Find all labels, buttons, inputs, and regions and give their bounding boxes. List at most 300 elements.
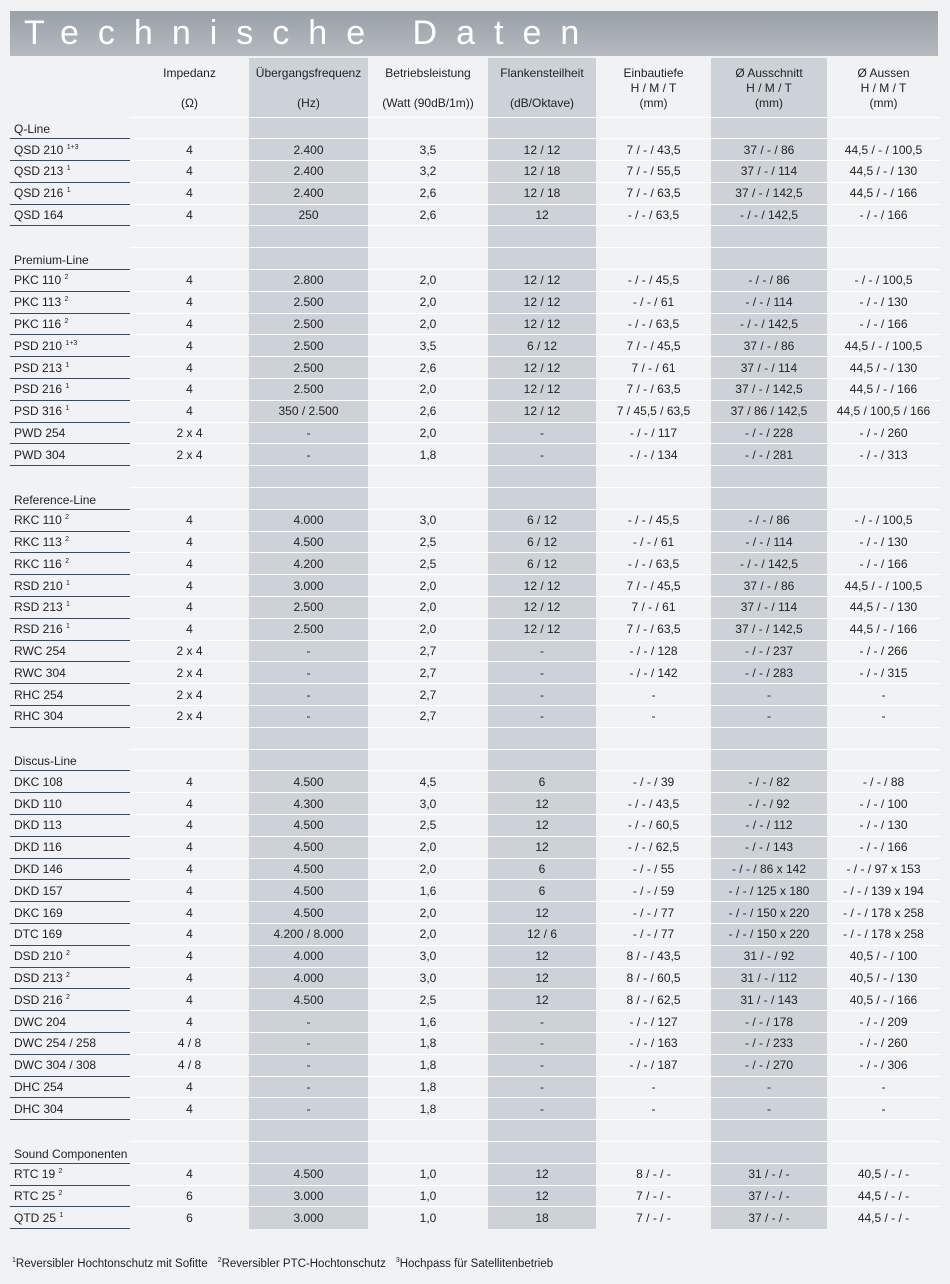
- table-cell: - / - / 77: [596, 923, 711, 945]
- table-cell: 2.500: [249, 597, 368, 619]
- table-cell: 37 / - / 114: [711, 597, 827, 619]
- table-cell: 37 / - / -: [711, 1185, 827, 1207]
- table-cell: 4.000: [249, 967, 368, 989]
- model-name: PWD 304: [14, 447, 66, 462]
- spacer-cell: [827, 226, 940, 248]
- column-header-label: Flankensteilheit: [500, 66, 584, 80]
- model-name: PKC 113: [14, 295, 62, 310]
- model-name-cell: [10, 1032, 130, 1054]
- table-cell: 31 / - / 143: [711, 989, 827, 1011]
- table-cell: 12 / 18: [488, 161, 596, 183]
- column-header: [10, 58, 130, 117]
- table-cell: 1,6: [368, 880, 488, 902]
- model-name-cell: [10, 335, 130, 357]
- model-name: DHC 254: [14, 1079, 64, 1094]
- table-row: [10, 575, 940, 597]
- section-header-cell: [827, 248, 940, 270]
- table-cell: -: [249, 1032, 368, 1054]
- model-name-cell: [10, 291, 130, 313]
- model-name: DKC 169: [14, 905, 63, 920]
- section-header-cell: [488, 488, 596, 510]
- table-cell: - / - / 43,5: [596, 793, 711, 815]
- section-header-cell: [368, 117, 488, 139]
- table-cell: - / - / 166: [827, 313, 940, 335]
- table-cell: 4.000: [249, 945, 368, 967]
- table-cell: -: [488, 640, 596, 662]
- table-cell: 2,0: [368, 923, 488, 945]
- footnote-marker: 1: [65, 405, 70, 413]
- model-name: PSD 316: [14, 404, 63, 419]
- model-name-cell: [10, 945, 130, 967]
- table-cell: 2,0: [368, 836, 488, 858]
- footnote-marker: 1+3: [66, 143, 79, 151]
- table-cell: 12 / 12: [488, 139, 596, 161]
- model-name: RTC 19: [14, 1167, 56, 1182]
- table-cell: 2,7: [368, 684, 488, 706]
- table-cell: 2.500: [249, 313, 368, 335]
- table-cell: 2,0: [368, 379, 488, 401]
- model-name: RHC 254: [14, 687, 64, 702]
- model-name: PSD 213: [14, 360, 63, 375]
- section-header-cell: [488, 117, 596, 139]
- title-bar: [10, 11, 938, 56]
- model-name: RSD 213: [14, 600, 63, 615]
- table-cell: 2,0: [368, 902, 488, 924]
- spacer-cell: [249, 226, 368, 248]
- table-cell: 12 / 18: [488, 182, 596, 204]
- table-cell: 1,8: [368, 1054, 488, 1076]
- table-cell: 12 / 6: [488, 923, 596, 945]
- table-row: [10, 531, 940, 553]
- table-row: [10, 815, 940, 837]
- column-header-unit: (dB/Oktave): [509, 96, 575, 110]
- table-cell: 40,5 / - / 166: [827, 989, 940, 1011]
- table-cell: 7 / - / 61: [596, 597, 711, 619]
- table-cell: -: [827, 1076, 940, 1098]
- spacer-cell: [10, 466, 130, 488]
- table-cell: 44,5 / - / -: [827, 1207, 940, 1229]
- table-cell: 4.300: [249, 793, 368, 815]
- table-cell: 7 / - / -: [596, 1185, 711, 1207]
- table-cell: - / - / 163: [596, 1032, 711, 1054]
- table-cell: 1,8: [368, 1076, 488, 1098]
- model-name: QSD 216: [14, 186, 64, 201]
- model-name-cell: [10, 204, 130, 226]
- table-cell: - / - / 112: [711, 815, 827, 837]
- table-row: [10, 379, 940, 401]
- table-cell: 2,0: [368, 618, 488, 640]
- table-row: [10, 357, 940, 379]
- table-cell: - / - / 142,5: [711, 313, 827, 335]
- table-cell: 37 / - / 86: [711, 335, 827, 357]
- table-cell: 12 / 12: [488, 357, 596, 379]
- model-name: DWC 304 / 308: [14, 1058, 97, 1073]
- table-cell: - / - / 128: [596, 640, 711, 662]
- section-header-row: [10, 117, 940, 139]
- footnote-marker: 2: [58, 1189, 63, 1197]
- table-cell: 4: [130, 793, 249, 815]
- table-cell: - / - / 178: [711, 1011, 827, 1033]
- table-cell: -: [488, 422, 596, 444]
- table-cell: 2,5: [368, 815, 488, 837]
- table-cell: - / - / 166: [827, 836, 940, 858]
- table-cell: 40,5 / - / -: [827, 1163, 940, 1185]
- table-cell: 6: [488, 771, 596, 793]
- table-cell: 40,5 / - / 100: [827, 945, 940, 967]
- model-name: DKD 146: [14, 861, 63, 876]
- table-cell: - / - / 61: [596, 531, 711, 553]
- table-cell: 4: [130, 531, 249, 553]
- table-cell: 2,0: [368, 858, 488, 880]
- table-row: [10, 771, 940, 793]
- section-header-cell: [711, 488, 827, 510]
- table-cell: -: [488, 706, 596, 728]
- table-cell: -: [249, 640, 368, 662]
- model-name-cell: [10, 313, 130, 335]
- table-cell: - / - / 266: [827, 640, 940, 662]
- spacer-cell: [249, 466, 368, 488]
- table-cell: -: [249, 1011, 368, 1033]
- table-cell: 12: [488, 836, 596, 858]
- table-cell: 44,5 / - / 130: [827, 357, 940, 379]
- model-name: DKD 157: [14, 883, 63, 898]
- table-cell: - / - / 127: [596, 1011, 711, 1033]
- section-header-cell: [130, 117, 249, 139]
- table-cell: 37 / - / 114: [711, 161, 827, 183]
- column-header-unit: (mm): [755, 96, 783, 110]
- table-cell: -: [249, 1098, 368, 1120]
- table-cell: - / - / 45,5: [596, 270, 711, 292]
- table-cell: 2.500: [249, 618, 368, 640]
- spacer-cell: [130, 226, 249, 248]
- table-cell: 8 / - / 43,5: [596, 945, 711, 967]
- table-cell: 6 / 12: [488, 553, 596, 575]
- table-cell: 2.500: [249, 357, 368, 379]
- model-name: PWD 254: [14, 426, 66, 441]
- table-cell: - / - / 187: [596, 1054, 711, 1076]
- table-cell: 4,5: [368, 771, 488, 793]
- model-name: DSD 213: [14, 970, 63, 985]
- table-cell: 44,5 / - / 130: [827, 161, 940, 183]
- table-row: [10, 313, 940, 335]
- table-cell: 4: [130, 400, 249, 422]
- table-cell: - / - / 130: [827, 291, 940, 313]
- spacer-cell: [488, 727, 596, 749]
- model-name-cell: [10, 1163, 130, 1185]
- table-cell: 2,5: [368, 989, 488, 1011]
- section-header-cell: [827, 488, 940, 510]
- model-name-cell: [10, 270, 130, 292]
- table-cell: 4: [130, 291, 249, 313]
- table-cell: 7 / - / -: [596, 1207, 711, 1229]
- model-name-cell: [10, 1076, 130, 1098]
- footnote-text: Reversibler Hochtonschutz mit Sofitte: [15, 1258, 208, 1270]
- footnote-text: Hochpass für Satellitenbetrieb: [399, 1258, 554, 1270]
- table-cell: 12: [488, 815, 596, 837]
- table-cell: -: [596, 1076, 711, 1098]
- table-cell: 7 / - / 45,5: [596, 335, 711, 357]
- model-name: QSD 164: [14, 208, 64, 223]
- spacer-cell: [596, 226, 711, 248]
- table-row: [10, 291, 940, 313]
- table-cell: 37 / 86 / 142,5: [711, 400, 827, 422]
- footnote-marker: 1+3: [65, 339, 78, 347]
- model-name-cell: [10, 967, 130, 989]
- table-cell: 44,5 / - / 100,5: [827, 139, 940, 161]
- table-cell: -: [827, 684, 940, 706]
- table-cell: 3,0: [368, 793, 488, 815]
- column-header-unit: (mm): [869, 96, 898, 110]
- spacer-cell: [130, 1120, 249, 1142]
- table-cell: - / - / 209: [827, 1011, 940, 1033]
- table-cell: - / - / 130: [827, 815, 940, 837]
- section-header-cell: [488, 248, 596, 270]
- table-cell: 12 / 12: [488, 400, 596, 422]
- table-cell: - / - / 306: [827, 1054, 940, 1076]
- table-cell: - / - / 100,5: [827, 270, 940, 292]
- model-name: DWC 254 / 258: [14, 1036, 97, 1051]
- section-header-cell: [827, 749, 940, 771]
- table-row: [10, 1163, 940, 1185]
- model-name-cell: [10, 379, 130, 401]
- table-cell: -: [711, 1098, 827, 1120]
- table-cell: 1,8: [368, 444, 488, 466]
- table-cell: 4: [130, 313, 249, 335]
- model-name-cell: [10, 509, 130, 531]
- table-cell: 4: [130, 858, 249, 880]
- table-cell: 7 / - / 63,5: [596, 182, 711, 204]
- table-cell: 2.500: [249, 291, 368, 313]
- column-header-unit: (Ω): [181, 96, 198, 110]
- model-name-cell: [10, 357, 130, 379]
- model-name: RWC 254: [14, 644, 66, 659]
- table-cell: 44,5 / - / 166: [827, 182, 940, 204]
- table-cell: - / - / 114: [711, 291, 827, 313]
- table-row: [10, 1185, 940, 1207]
- section-title: Reference-Line: [10, 488, 130, 510]
- table-cell: 31 / - / 92: [711, 945, 827, 967]
- table-cell: 4: [130, 161, 249, 183]
- table-cell: - / - / 142,5: [711, 553, 827, 575]
- model-name: DKD 113: [14, 818, 62, 833]
- table-cell: - / - / 100,5: [827, 509, 940, 531]
- section-title: Premium-Line: [10, 248, 130, 270]
- section-header-cell: [488, 1141, 596, 1163]
- column-header-label: Impedanz: [163, 66, 216, 80]
- table-cell: 37 / - / 142,5: [711, 618, 827, 640]
- table-cell: - / - / 100: [827, 793, 940, 815]
- table-cell: - / - / 63,5: [596, 553, 711, 575]
- model-name-cell: [10, 1054, 130, 1076]
- table-cell: 250: [249, 204, 368, 226]
- table-cell: 2.400: [249, 161, 368, 183]
- section-header-cell: [130, 488, 249, 510]
- table-cell: -: [249, 444, 368, 466]
- table-cell: 6: [488, 880, 596, 902]
- table-cell: - / - / 233: [711, 1032, 827, 1054]
- spacer-cell: [368, 226, 488, 248]
- model-name: RKC 116: [14, 556, 62, 571]
- table-cell: 44,5 / - / 100,5: [827, 575, 940, 597]
- table-cell: 4.500: [249, 858, 368, 880]
- spacer-cell: [130, 727, 249, 749]
- table-cell: - / - / 283: [711, 662, 827, 684]
- table-row: [10, 923, 940, 945]
- model-name-cell: [10, 858, 130, 880]
- table-cell: 6: [488, 858, 596, 880]
- table-cell: - / - / 178 x 258: [827, 923, 940, 945]
- section-title: Sound Componenten: [10, 1141, 130, 1163]
- table-cell: 350 / 2.500: [249, 400, 368, 422]
- model-name-cell: [10, 815, 130, 837]
- table-cell: - / - / 139 x 194: [827, 880, 940, 902]
- table-cell: 12 / 12: [488, 379, 596, 401]
- table-cell: 4.500: [249, 815, 368, 837]
- table-cell: 2,0: [368, 291, 488, 313]
- table-cell: - / - / 142: [596, 662, 711, 684]
- table-cell: 4: [130, 597, 249, 619]
- table-cell: - / - / 150 x 220: [711, 923, 827, 945]
- footnote: [218, 1258, 386, 1270]
- table-cell: 4 / 8: [130, 1054, 249, 1076]
- spacer-cell: [10, 1120, 130, 1142]
- section-header-cell: [368, 248, 488, 270]
- model-name-cell: [10, 923, 130, 945]
- table-row: [10, 684, 940, 706]
- table-row: [10, 139, 940, 161]
- table-cell: -: [249, 662, 368, 684]
- table-cell: 2,7: [368, 706, 488, 728]
- table-cell: 4.000: [249, 509, 368, 531]
- section-header-row: [10, 488, 940, 510]
- table-cell: 4: [130, 575, 249, 597]
- table-cell: 6: [130, 1185, 249, 1207]
- column-header: [596, 58, 711, 117]
- table-cell: - / - / 63,5: [596, 313, 711, 335]
- footnote: [396, 1258, 553, 1270]
- table-cell: 4: [130, 335, 249, 357]
- table-cell: 8 / - / 62,5: [596, 989, 711, 1011]
- table-cell: 6 / 12: [488, 509, 596, 531]
- table-cell: 2 x 4: [130, 684, 249, 706]
- table-cell: -: [711, 706, 827, 728]
- table-cell: 4.200 / 8.000: [249, 923, 368, 945]
- model-name-cell: [10, 1185, 130, 1207]
- table-cell: 8 / - / 60,5: [596, 967, 711, 989]
- table-row: [10, 618, 940, 640]
- footnotes: [12, 1258, 553, 1270]
- footnote-marker: 1: [66, 601, 70, 609]
- table-row: [10, 706, 940, 728]
- table-cell: - / - / 86 x 142: [711, 858, 827, 880]
- section-header-cell: [827, 117, 940, 139]
- table-row: [10, 662, 940, 684]
- section-header-cell: [711, 248, 827, 270]
- table-cell: - / - / 60,5: [596, 815, 711, 837]
- table-cell: -: [488, 662, 596, 684]
- model-name-cell: [10, 640, 130, 662]
- table-cell: 37 / - / 114: [711, 357, 827, 379]
- table-cell: - / - / 143: [711, 836, 827, 858]
- footnote-marker: 1: [66, 187, 71, 195]
- table-cell: 12: [488, 902, 596, 924]
- table-cell: - / - / 315: [827, 662, 940, 684]
- table-row: [10, 989, 940, 1011]
- table-cell: 4: [130, 815, 249, 837]
- table-cell: 4: [130, 509, 249, 531]
- table-row: [10, 1076, 940, 1098]
- table-cell: 1,0: [368, 1185, 488, 1207]
- table-cell: - / - / 45,5: [596, 509, 711, 531]
- model-name: RSD 210: [14, 578, 63, 593]
- model-name-cell: [10, 706, 130, 728]
- table-cell: 3,5: [368, 139, 488, 161]
- table-cell: 44,5 / - / 130: [827, 597, 940, 619]
- table-row: [10, 880, 940, 902]
- table-cell: 44,5 / - / 100,5: [827, 335, 940, 357]
- section-header-cell: [596, 488, 711, 510]
- table-cell: 4: [130, 204, 249, 226]
- table-cell: 1,0: [368, 1163, 488, 1185]
- footnote-marker: 1: [66, 623, 70, 631]
- spacer-cell: [10, 226, 130, 248]
- table-cell: 37 / - / 86: [711, 139, 827, 161]
- model-name-cell: [10, 422, 130, 444]
- model-name-cell: [10, 400, 130, 422]
- table-cell: 2 x 4: [130, 422, 249, 444]
- table-cell: 3,2: [368, 161, 488, 183]
- table-cell: -: [488, 1076, 596, 1098]
- table-cell: 37 / - / 142,5: [711, 182, 827, 204]
- table-cell: -: [488, 1098, 596, 1120]
- table-cell: 2,7: [368, 662, 488, 684]
- table-cell: 12: [488, 1163, 596, 1185]
- table-row: [10, 182, 940, 204]
- table-cell: - / - / 114: [711, 531, 827, 553]
- column-header: [488, 58, 596, 117]
- table-cell: 12 / 12: [488, 291, 596, 313]
- table-row: [10, 161, 940, 183]
- spacer-cell: [596, 466, 711, 488]
- table-cell: - / - / 39: [596, 771, 711, 793]
- table-cell: 12 / 12: [488, 575, 596, 597]
- section-header-cell: [249, 1141, 368, 1163]
- model-name: DSD 210: [14, 949, 63, 964]
- model-name-cell: [10, 182, 130, 204]
- section-header-cell: [596, 749, 711, 771]
- header-row: [10, 58, 940, 117]
- footnote-marker: 2: [66, 950, 70, 958]
- table-cell: 1,8: [368, 1032, 488, 1054]
- model-name-cell: [10, 793, 130, 815]
- table-cell: - / - / 260: [827, 1032, 940, 1054]
- table-cell: 2 x 4: [130, 444, 249, 466]
- column-header: [368, 58, 488, 117]
- table-row: [10, 793, 940, 815]
- table-cell: - / - / 130: [827, 531, 940, 553]
- table-cell: 2,0: [368, 270, 488, 292]
- table-cell: 4.500: [249, 902, 368, 924]
- table-cell: 6: [130, 1207, 249, 1229]
- section-header-cell: [596, 1141, 711, 1163]
- model-name: QTD 25: [14, 1210, 57, 1225]
- footnote-marker: 2: [66, 971, 70, 979]
- model-name-cell: [10, 575, 130, 597]
- spacer-cell: [249, 1120, 368, 1142]
- table-cell: - / - / 77: [596, 902, 711, 924]
- table-cell: 2.400: [249, 139, 368, 161]
- table-cell: 2,0: [368, 575, 488, 597]
